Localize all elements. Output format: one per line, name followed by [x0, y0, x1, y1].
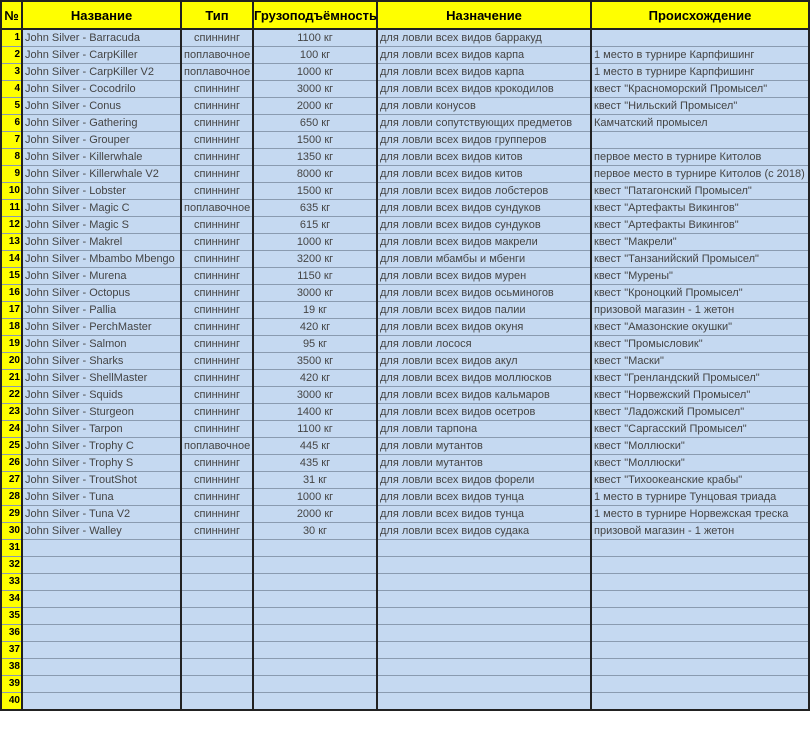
- row-number-cell[interactable]: 16: [1, 285, 22, 302]
- rod-type-cell[interactable]: спиннинг: [181, 472, 253, 489]
- rod-type-cell[interactable]: спиннинг: [181, 166, 253, 183]
- row-number-cell[interactable]: 20: [1, 353, 22, 370]
- rod-type-cell[interactable]: спиннинг: [181, 234, 253, 251]
- rod-capacity-cell[interactable]: 435 кг: [253, 455, 377, 472]
- rod-name-cell[interactable]: John Silver - Sturgeon: [22, 404, 181, 421]
- rod-capacity-cell[interactable]: [253, 693, 377, 711]
- rod-origin-cell[interactable]: квест "Патагонский Промысел": [591, 183, 809, 200]
- row-number-cell[interactable]: 13: [1, 234, 22, 251]
- table-row: [1, 523, 809, 540]
- table-row: [1, 693, 809, 711]
- rod-capacity-cell[interactable]: 8000 кг: [253, 166, 377, 183]
- rod-origin-cell[interactable]: [591, 591, 809, 608]
- rod-name-cell[interactable]: John Silver - PerchMaster: [22, 319, 181, 336]
- table-row: [1, 115, 809, 132]
- table-row: [1, 676, 809, 693]
- rod-capacity-cell[interactable]: [253, 574, 377, 591]
- rod-capacity-cell[interactable]: 1000 кг: [253, 64, 377, 81]
- rod-purpose-cell[interactable]: для ловли всех видов сундуков: [377, 217, 591, 234]
- rod-origin-cell[interactable]: [591, 642, 809, 659]
- rod-origin-cell[interactable]: 1 место в турнире Тунцовая триада: [591, 489, 809, 506]
- table-row: [1, 183, 809, 200]
- rod-origin-cell[interactable]: первое место в турнире Китолов: [591, 149, 809, 166]
- table-row: [1, 557, 809, 574]
- rod-purpose-cell[interactable]: для ловли всех видов барракуд: [377, 29, 591, 47]
- rod-capacity-cell[interactable]: 2000 кг: [253, 506, 377, 523]
- rod-capacity-cell[interactable]: 3000 кг: [253, 81, 377, 98]
- rod-purpose-cell[interactable]: [377, 659, 591, 676]
- rod-purpose-cell[interactable]: для ловли всех видов осетров: [377, 404, 591, 421]
- rod-purpose-cell[interactable]: для ловли всех видов мурен: [377, 268, 591, 285]
- rod-purpose-cell[interactable]: для ловли всех видов моллюсков: [377, 370, 591, 387]
- rod-type-cell[interactable]: спиннинг: [181, 319, 253, 336]
- row-number-cell[interactable]: 11: [1, 200, 22, 217]
- rod-name-cell[interactable]: John Silver - CarpKiller V2: [22, 64, 181, 81]
- rod-capacity-cell[interactable]: 1100 кг: [253, 421, 377, 438]
- row-number-cell[interactable]: 2: [1, 47, 22, 64]
- rod-type-cell[interactable]: спиннинг: [181, 506, 253, 523]
- rod-name-cell[interactable]: John Silver - Tarpon: [22, 421, 181, 438]
- rod-capacity-cell[interactable]: 3200 кг: [253, 251, 377, 268]
- rod-origin-cell[interactable]: квест "Гренландский Промысел": [591, 370, 809, 387]
- row-number-cell[interactable]: 14: [1, 251, 22, 268]
- rod-name-cell[interactable]: John Silver - CarpKiller: [22, 47, 181, 64]
- rod-purpose-cell[interactable]: для ловли мутантов: [377, 455, 591, 472]
- rod-capacity-cell[interactable]: [253, 659, 377, 676]
- rod-origin-cell[interactable]: [591, 625, 809, 642]
- rod-purpose-cell[interactable]: [377, 608, 591, 625]
- rod-type-cell[interactable]: спиннинг: [181, 217, 253, 234]
- rod-capacity-cell[interactable]: 30 кг: [253, 523, 377, 540]
- rod-origin-cell[interactable]: [591, 659, 809, 676]
- table-row: [1, 642, 809, 659]
- row-number-cell[interactable]: 7: [1, 132, 22, 149]
- rod-name-cell[interactable]: John Silver - TroutShot: [22, 472, 181, 489]
- rod-name-cell[interactable]: John Silver - Grouper: [22, 132, 181, 149]
- row-number-cell[interactable]: 3: [1, 64, 22, 81]
- table-row: [1, 540, 809, 557]
- rod-type-cell[interactable]: [181, 642, 253, 659]
- header-origin[interactable]: Происхождение: [591, 1, 809, 29]
- row-number-cell[interactable]: 32: [1, 557, 22, 574]
- rod-origin-cell[interactable]: квест "Артефакты Викингов": [591, 200, 809, 217]
- row-number-cell[interactable]: 37: [1, 642, 22, 659]
- row-number-cell[interactable]: 26: [1, 455, 22, 472]
- row-number-cell[interactable]: 34: [1, 591, 22, 608]
- rod-type-cell[interactable]: спиннинг: [181, 149, 253, 166]
- row-number-cell[interactable]: 27: [1, 472, 22, 489]
- rod-origin-cell[interactable]: квест "Тихоокеанские крабы": [591, 472, 809, 489]
- rod-type-cell[interactable]: [181, 574, 253, 591]
- header-purpose[interactable]: Назначение: [377, 1, 591, 29]
- rod-name-cell[interactable]: John Silver - Murena: [22, 268, 181, 285]
- table-row: [1, 200, 809, 217]
- rod-origin-cell[interactable]: первое место в турнире Китолов (с 2018): [591, 166, 809, 183]
- rod-purpose-cell[interactable]: для ловли всех видов китов: [377, 166, 591, 183]
- row-number-cell[interactable]: 30: [1, 523, 22, 540]
- row-number-cell[interactable]: 4: [1, 81, 22, 98]
- row-number-cell[interactable]: 1: [1, 29, 22, 47]
- rod-name-cell[interactable]: John Silver - Walley: [22, 523, 181, 540]
- rod-origin-cell[interactable]: квест "Норвежский Промысел": [591, 387, 809, 404]
- table-row: [1, 353, 809, 370]
- row-number-cell[interactable]: 25: [1, 438, 22, 455]
- rod-capacity-cell[interactable]: [253, 608, 377, 625]
- rod-name-cell[interactable]: John Silver - Squids: [22, 387, 181, 404]
- rod-type-cell[interactable]: спиннинг: [181, 370, 253, 387]
- rod-name-cell[interactable]: John Silver - Conus: [22, 98, 181, 115]
- rod-origin-cell[interactable]: призовой магазин - 1 жетон: [591, 523, 809, 540]
- rod-name-cell[interactable]: John Silver - Octopus: [22, 285, 181, 302]
- rod-capacity-cell[interactable]: 420 кг: [253, 370, 377, 387]
- rod-purpose-cell[interactable]: для ловли всех видов кальмаров: [377, 387, 591, 404]
- rod-capacity-cell[interactable]: 2000 кг: [253, 98, 377, 115]
- rod-purpose-cell[interactable]: для ловли всех видов карпа: [377, 64, 591, 81]
- rod-purpose-cell[interactable]: [377, 557, 591, 574]
- rod-capacity-cell[interactable]: 650 кг: [253, 115, 377, 132]
- rod-type-cell[interactable]: поплавочное: [181, 438, 253, 455]
- rod-capacity-cell[interactable]: 1500 кг: [253, 183, 377, 200]
- rod-origin-cell[interactable]: квест "Моллюски": [591, 455, 809, 472]
- rod-capacity-cell[interactable]: 1400 кг: [253, 404, 377, 421]
- rod-name-cell[interactable]: John Silver - Magic C: [22, 200, 181, 217]
- rod-capacity-cell[interactable]: 3000 кг: [253, 285, 377, 302]
- table-row: [1, 251, 809, 268]
- rod-type-cell[interactable]: спиннинг: [181, 353, 253, 370]
- rod-purpose-cell[interactable]: для ловли всех видов крокодилов: [377, 81, 591, 98]
- rod-name-cell[interactable]: John Silver - Magic S: [22, 217, 181, 234]
- rod-purpose-cell[interactable]: для ловли всех видов тунца: [377, 506, 591, 523]
- rod-type-cell[interactable]: поплавочное: [181, 64, 253, 81]
- table-row: [1, 302, 809, 319]
- rod-type-cell[interactable]: спиннинг: [181, 285, 253, 302]
- rod-type-cell[interactable]: спиннинг: [181, 421, 253, 438]
- rod-type-cell[interactable]: [181, 659, 253, 676]
- rod-origin-cell[interactable]: квест "Нильский Промысел": [591, 98, 809, 115]
- table-row: [1, 404, 809, 421]
- rod-type-cell[interactable]: [181, 693, 253, 711]
- row-number-cell[interactable]: 28: [1, 489, 22, 506]
- table-row: [1, 455, 809, 472]
- rod-capacity-cell[interactable]: [253, 591, 377, 608]
- rod-purpose-cell[interactable]: для ловли всех видов форели: [377, 472, 591, 489]
- rod-origin-cell[interactable]: квест "Моллюски": [591, 438, 809, 455]
- rod-capacity-cell[interactable]: [253, 540, 377, 557]
- rod-origin-cell[interactable]: [591, 557, 809, 574]
- row-number-cell[interactable]: 35: [1, 608, 22, 625]
- row-number-cell[interactable]: 24: [1, 421, 22, 438]
- rod-type-cell[interactable]: [181, 557, 253, 574]
- rod-capacity-cell[interactable]: 1100 кг: [253, 29, 377, 47]
- row-number-cell[interactable]: 5: [1, 98, 22, 115]
- rod-capacity-cell[interactable]: 95 кг: [253, 336, 377, 353]
- rod-name-cell[interactable]: John Silver - Makrel: [22, 234, 181, 251]
- table-row: [1, 149, 809, 166]
- rod-origin-cell[interactable]: квест "Промысловик": [591, 336, 809, 353]
- rod-name-cell[interactable]: [22, 642, 181, 659]
- rod-type-cell[interactable]: спиннинг: [181, 336, 253, 353]
- rod-name-cell[interactable]: John Silver - Lobster: [22, 183, 181, 200]
- rod-capacity-cell[interactable]: 100 кг: [253, 47, 377, 64]
- rod-origin-cell[interactable]: квест "Танзанийский Промысел": [591, 251, 809, 268]
- table-row: [1, 438, 809, 455]
- rod-name-cell[interactable]: [22, 557, 181, 574]
- rod-purpose-cell[interactable]: для ловли мутантов: [377, 438, 591, 455]
- rod-purpose-cell[interactable]: для ловли сопутствующих предметов: [377, 115, 591, 132]
- rod-type-cell[interactable]: спиннинг: [181, 268, 253, 285]
- rod-name-cell[interactable]: John Silver - Barracuda: [22, 29, 181, 47]
- rod-capacity-cell[interactable]: [253, 676, 377, 693]
- rod-type-cell[interactable]: спиннинг: [181, 29, 253, 47]
- rod-purpose-cell[interactable]: [377, 625, 591, 642]
- rod-name-cell[interactable]: [22, 540, 181, 557]
- rod-name-cell[interactable]: John Silver - ShellMaster: [22, 370, 181, 387]
- row-number-cell[interactable]: 39: [1, 676, 22, 693]
- rod-purpose-cell[interactable]: для ловли лосося: [377, 336, 591, 353]
- header-num[interactable]: №: [1, 1, 22, 29]
- rod-origin-cell[interactable]: 1 место в турнире Карпфишинг: [591, 64, 809, 81]
- rod-name-cell[interactable]: [22, 574, 181, 591]
- row-number-cell[interactable]: 8: [1, 149, 22, 166]
- rod-capacity-cell[interactable]: [253, 642, 377, 659]
- rod-capacity-cell[interactable]: 1350 кг: [253, 149, 377, 166]
- table-row: [1, 98, 809, 115]
- table-row: [1, 506, 809, 523]
- rod-type-cell[interactable]: спиннинг: [181, 251, 253, 268]
- rod-origin-cell[interactable]: квест "Маски": [591, 353, 809, 370]
- row-number-cell[interactable]: 9: [1, 166, 22, 183]
- table-row: [1, 370, 809, 387]
- rod-name-cell[interactable]: John Silver - Tuna: [22, 489, 181, 506]
- table-row: [1, 166, 809, 183]
- row-number-cell[interactable]: 22: [1, 387, 22, 404]
- table-row: [1, 268, 809, 285]
- table-row: [1, 625, 809, 642]
- table-row: [1, 489, 809, 506]
- rod-capacity-cell[interactable]: 615 кг: [253, 217, 377, 234]
- rod-name-cell[interactable]: John Silver - Gathering: [22, 115, 181, 132]
- rod-purpose-cell[interactable]: для ловли всех видов китов: [377, 149, 591, 166]
- rod-type-cell[interactable]: [181, 540, 253, 557]
- rod-purpose-cell[interactable]: для ловли всех видов лобстеров: [377, 183, 591, 200]
- rod-purpose-cell[interactable]: [377, 540, 591, 557]
- rod-purpose-cell[interactable]: [377, 676, 591, 693]
- rod-name-cell[interactable]: John Silver - Tuna V2: [22, 506, 181, 523]
- rod-capacity-cell[interactable]: 19 кг: [253, 302, 377, 319]
- table-row: [1, 659, 809, 676]
- rod-origin-cell[interactable]: квест "Амазонские окушки": [591, 319, 809, 336]
- rod-type-cell[interactable]: [181, 591, 253, 608]
- rod-capacity-cell[interactable]: 635 кг: [253, 200, 377, 217]
- table-row: [1, 64, 809, 81]
- rod-capacity-cell[interactable]: 1000 кг: [253, 489, 377, 506]
- rod-name-cell[interactable]: John Silver - Salmon: [22, 336, 181, 353]
- rod-type-cell[interactable]: спиннинг: [181, 404, 253, 421]
- table-row: [1, 421, 809, 438]
- table-row: [1, 47, 809, 64]
- rod-origin-cell[interactable]: [591, 574, 809, 591]
- rod-name-cell[interactable]: John Silver - Pallia: [22, 302, 181, 319]
- table-row: [1, 387, 809, 404]
- rod-origin-cell[interactable]: [591, 540, 809, 557]
- rod-name-cell[interactable]: John Silver - Trophy S: [22, 455, 181, 472]
- rod-name-cell[interactable]: [22, 676, 181, 693]
- rod-name-cell[interactable]: John Silver - Killerwhale V2: [22, 166, 181, 183]
- rod-type-cell[interactable]: спиннинг: [181, 132, 253, 149]
- rod-origin-cell[interactable]: призовой магазин - 1 жетон: [591, 302, 809, 319]
- row-number-cell[interactable]: 15: [1, 268, 22, 285]
- rod-purpose-cell[interactable]: для ловли тарпона: [377, 421, 591, 438]
- rod-type-cell[interactable]: спиннинг: [181, 81, 253, 98]
- rod-name-cell[interactable]: [22, 659, 181, 676]
- table-row: [1, 234, 809, 251]
- rod-capacity-cell[interactable]: [253, 625, 377, 642]
- header-capacity[interactable]: Грузоподъёмность: [253, 1, 377, 29]
- rod-type-cell[interactable]: поплавочное: [181, 47, 253, 64]
- rod-purpose-cell[interactable]: для ловли всех видов осьминогов: [377, 285, 591, 302]
- rod-origin-cell[interactable]: [591, 29, 809, 47]
- rod-purpose-cell[interactable]: для ловли всех видов судака: [377, 523, 591, 540]
- table-body: [1, 29, 809, 710]
- row-number-cell[interactable]: 19: [1, 336, 22, 353]
- rod-origin-cell[interactable]: Камчатский промысел: [591, 115, 809, 132]
- table-row: [1, 336, 809, 353]
- rod-name-cell[interactable]: John Silver - Sharks: [22, 353, 181, 370]
- rod-capacity-cell[interactable]: 1000 кг: [253, 234, 377, 251]
- rod-purpose-cell[interactable]: для ловли всех видов сундуков: [377, 200, 591, 217]
- rod-capacity-cell[interactable]: 1150 кг: [253, 268, 377, 285]
- row-number-cell[interactable]: 40: [1, 693, 22, 711]
- header-name[interactable]: Название: [22, 1, 181, 29]
- rod-capacity-cell[interactable]: 31 кг: [253, 472, 377, 489]
- rod-origin-cell[interactable]: квест "Красноморский Промысел": [591, 81, 809, 98]
- rod-type-cell[interactable]: поплавочное: [181, 200, 253, 217]
- rod-capacity-cell[interactable]: 420 кг: [253, 319, 377, 336]
- rod-name-cell[interactable]: [22, 625, 181, 642]
- rod-origin-cell[interactable]: квест "Мурены": [591, 268, 809, 285]
- rod-type-cell[interactable]: спиннинг: [181, 183, 253, 200]
- row-number-cell[interactable]: 23: [1, 404, 22, 421]
- rod-purpose-cell[interactable]: для ловли всех видов палии: [377, 302, 591, 319]
- rod-purpose-cell[interactable]: для ловли всех видов карпа: [377, 47, 591, 64]
- rod-type-cell[interactable]: спиннинг: [181, 523, 253, 540]
- table-row: [1, 472, 809, 489]
- rod-purpose-cell[interactable]: [377, 574, 591, 591]
- table-row: [1, 29, 809, 47]
- rod-type-cell[interactable]: [181, 608, 253, 625]
- rod-purpose-cell[interactable]: для ловли мбамбы и мбенги: [377, 251, 591, 268]
- rod-purpose-cell[interactable]: для ловли конусов: [377, 98, 591, 115]
- rod-purpose-cell[interactable]: [377, 591, 591, 608]
- rod-origin-cell[interactable]: квест "Кроноцкий Промысел": [591, 285, 809, 302]
- rod-purpose-cell[interactable]: [377, 642, 591, 659]
- rod-type-cell[interactable]: спиннинг: [181, 455, 253, 472]
- table-row: [1, 217, 809, 234]
- rod-purpose-cell[interactable]: для ловли всех видов макрели: [377, 234, 591, 251]
- rod-name-cell[interactable]: [22, 608, 181, 625]
- row-number-cell[interactable]: 17: [1, 302, 22, 319]
- rod-origin-cell[interactable]: [591, 676, 809, 693]
- row-number-cell[interactable]: 21: [1, 370, 22, 387]
- rod-capacity-cell[interactable]: 1500 кг: [253, 132, 377, 149]
- rod-origin-cell[interactable]: квест "Макрели": [591, 234, 809, 251]
- rod-purpose-cell[interactable]: для ловли всех видов окуня: [377, 319, 591, 336]
- row-number-cell[interactable]: 31: [1, 540, 22, 557]
- table-row: [1, 285, 809, 302]
- rod-capacity-cell[interactable]: 3500 кг: [253, 353, 377, 370]
- rod-purpose-cell[interactable]: для ловли всех видов групперов: [377, 132, 591, 149]
- rod-type-cell[interactable]: спиннинг: [181, 98, 253, 115]
- header-type[interactable]: Тип: [181, 1, 253, 29]
- table-row: [1, 319, 809, 336]
- rod-origin-cell[interactable]: [591, 608, 809, 625]
- rod-origin-cell[interactable]: квест "Ладожский Промысел": [591, 404, 809, 421]
- rod-name-cell[interactable]: [22, 693, 181, 711]
- table-row: [1, 574, 809, 591]
- rod-name-cell[interactable]: John Silver - Cocodrilo: [22, 81, 181, 98]
- rod-type-cell[interactable]: [181, 676, 253, 693]
- row-number-cell[interactable]: 33: [1, 574, 22, 591]
- row-number-cell[interactable]: 12: [1, 217, 22, 234]
- rod-capacity-cell[interactable]: [253, 557, 377, 574]
- header-row: [1, 1, 809, 29]
- table-row: [1, 81, 809, 98]
- rod-purpose-cell[interactable]: [377, 693, 591, 711]
- table-row: [1, 132, 809, 149]
- table-row: [1, 591, 809, 608]
- rod-origin-cell[interactable]: 1 место в турнире Карпфишинг: [591, 47, 809, 64]
- table-row: [1, 608, 809, 625]
- row-number-cell[interactable]: 6: [1, 115, 22, 132]
- rod-origin-cell[interactable]: квест "Саргасский Промысел": [591, 421, 809, 438]
- rod-type-cell[interactable]: спиннинг: [181, 302, 253, 319]
- rod-type-cell[interactable]: [181, 625, 253, 642]
- rod-capacity-cell[interactable]: 445 кг: [253, 438, 377, 455]
- rod-origin-cell[interactable]: квест "Артефакты Викингов": [591, 217, 809, 234]
- rod-name-cell[interactable]: John Silver - Killerwhale: [22, 149, 181, 166]
- rod-type-cell[interactable]: спиннинг: [181, 387, 253, 404]
- rod-purpose-cell[interactable]: для ловли всех видов акул: [377, 353, 591, 370]
- row-number-cell[interactable]: 36: [1, 625, 22, 642]
- rod-purpose-cell[interactable]: для ловли всех видов тунца: [377, 489, 591, 506]
- rod-capacity-cell[interactable]: 3000 кг: [253, 387, 377, 404]
- rod-origin-cell[interactable]: [591, 132, 809, 149]
- rod-name-cell[interactable]: John Silver - Mbambo Mbengo: [22, 251, 181, 268]
- row-number-cell[interactable]: 18: [1, 319, 22, 336]
- rod-name-cell[interactable]: John Silver - Trophy C: [22, 438, 181, 455]
- row-number-cell[interactable]: 29: [1, 506, 22, 523]
- rod-origin-cell[interactable]: 1 место в турнире Норвежская треска: [591, 506, 809, 523]
- row-number-cell[interactable]: 10: [1, 183, 22, 200]
- rod-type-cell[interactable]: спиннинг: [181, 489, 253, 506]
- rod-type-cell[interactable]: спиннинг: [181, 115, 253, 132]
- rod-name-cell[interactable]: [22, 591, 181, 608]
- row-number-cell[interactable]: 38: [1, 659, 22, 676]
- rod-origin-cell[interactable]: [591, 693, 809, 711]
